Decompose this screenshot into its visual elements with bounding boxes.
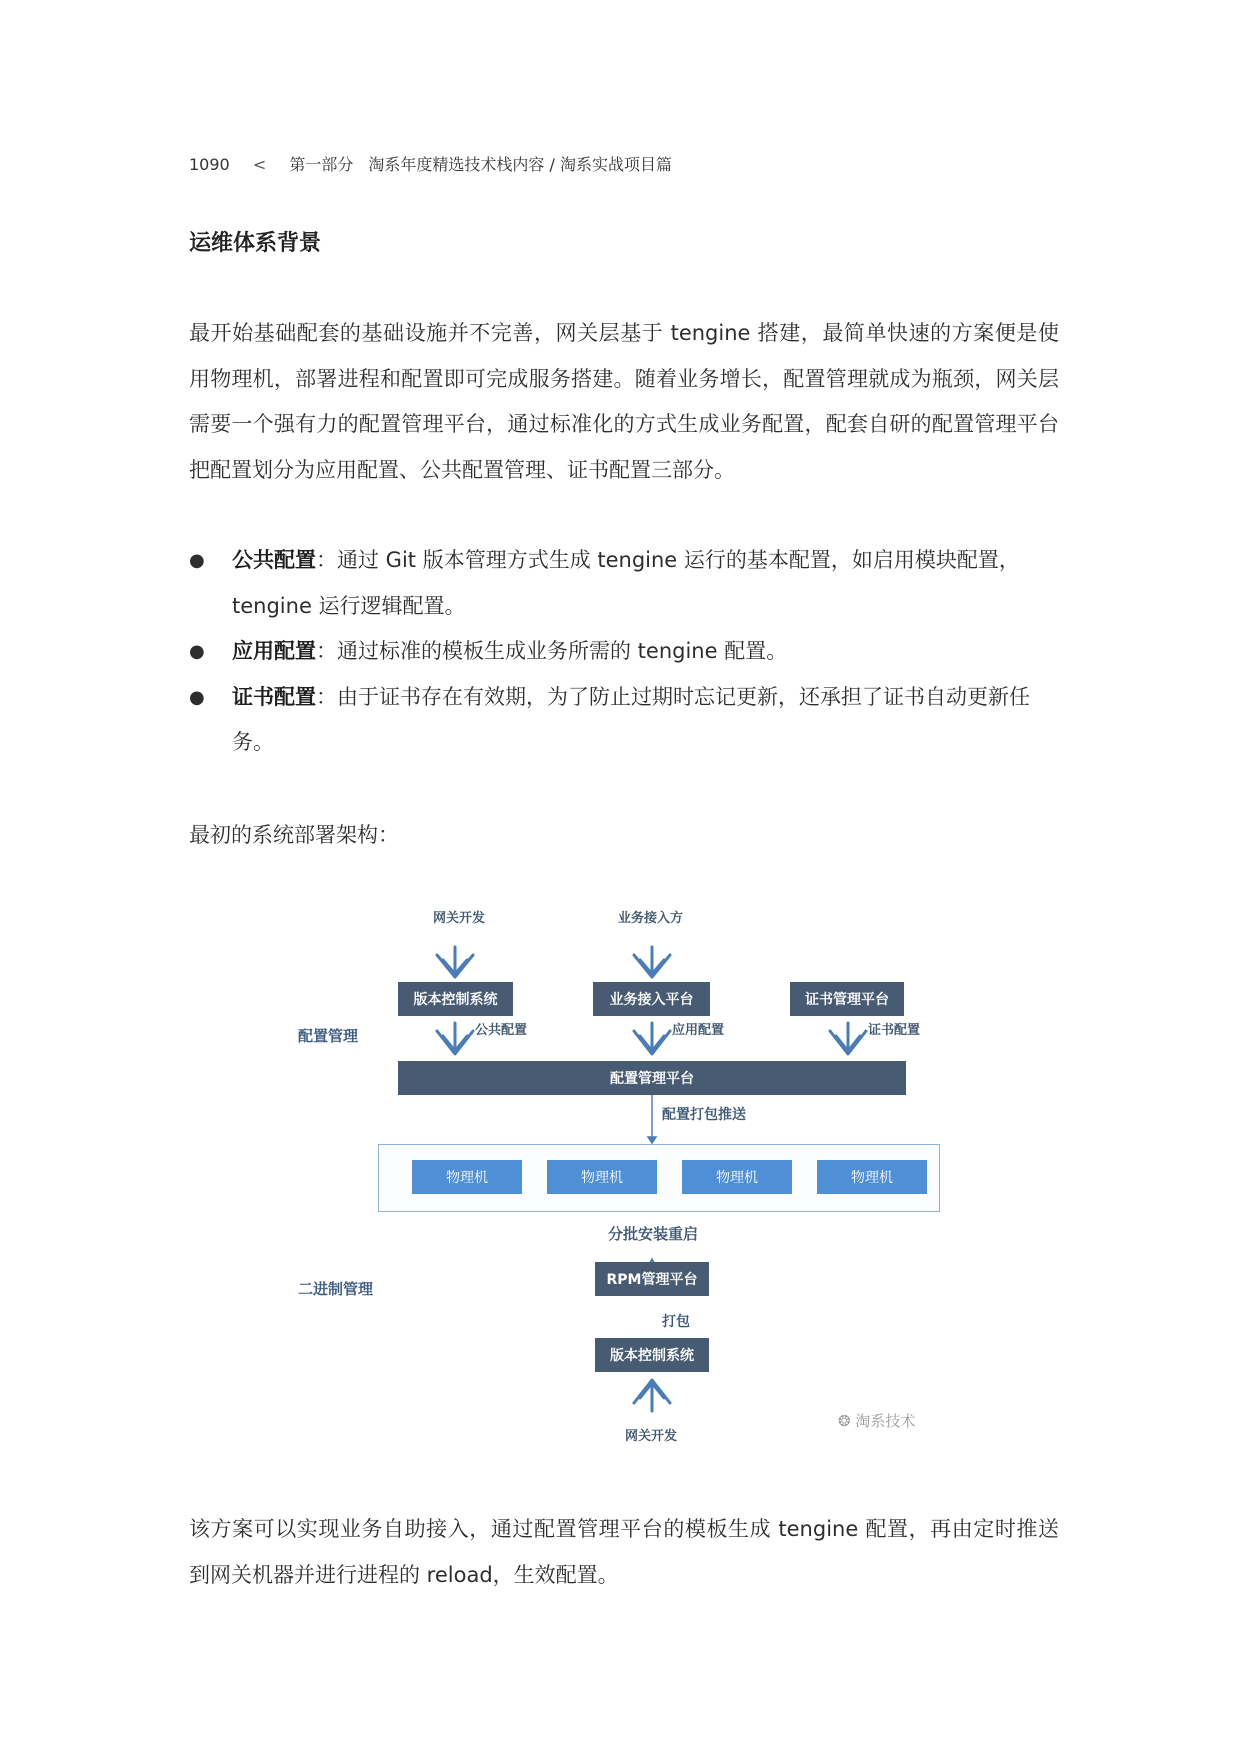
running-header: [189, 152, 672, 175]
bullet-icon: ●: [189, 686, 205, 708]
down-arrow-icon: [634, 947, 670, 977]
list-item: [189, 675, 1059, 766]
list-item: [189, 538, 1059, 629]
config-type-label: 证书配置: [868, 1023, 921, 1038]
bullet-term: 应用配置: [232, 639, 316, 663]
section-title: 运维体系背景: [189, 231, 322, 256]
closing-paragraph: 该方案可以实现业务自助接入，通过配置管理平台的模板生成 tengine 配置，再由定时推送到网关机器并进行进程的 reload，生效配置。: [189, 1517, 1059, 1587]
watermark: ❂ 淘系技术: [838, 1412, 916, 1430]
down-arrow-icon: [830, 1023, 866, 1054]
part-label: 第一部分: [289, 155, 354, 174]
up-arrow-icon: [634, 1380, 670, 1411]
restart-label: 分批安装重启: [608, 1225, 699, 1243]
architecture-caption: 最初的系统部署架构：: [189, 823, 399, 847]
business-access-box: 业务接入平台: [593, 982, 710, 1016]
down-arrowhead-icon: [648, 1137, 656, 1143]
bottom-source-label: 网关开发: [625, 1429, 678, 1444]
bullet-icon: ●: [189, 550, 205, 571]
physical-machine-box: 物理机: [817, 1160, 927, 1194]
rpm-platform-box: RPM管理平台: [595, 1262, 709, 1296]
config-platform-box: 配置管理平台: [398, 1061, 906, 1095]
breadcrumb: 淘系年度精选技术栈内容 / 淘系实战项目篇: [368, 155, 672, 174]
bullet-text: ：通过 Git 版本管理方式生成 tengine 运行的基本配置，如启用模块配置，tengine 运行逻辑配置。: [232, 548, 1020, 618]
physical-machine-box: 物理机: [547, 1160, 657, 1194]
header-separator: <: [252, 155, 267, 174]
side-label-binary: 二进制管理: [298, 1280, 374, 1298]
config-type-label: 公共配置: [475, 1023, 528, 1038]
bullet-list: [189, 538, 1059, 766]
cert-management-box: 证书管理平台: [790, 982, 904, 1016]
bullet-text: ：通过标准的模板生成业务所需的 tengine 配置。: [316, 639, 788, 663]
page-number: 1090: [189, 155, 230, 174]
down-arrow-icon: [437, 947, 473, 977]
bottom-version-control-box: 版本控制系统: [595, 1338, 709, 1372]
bullet-icon: ●: [189, 641, 205, 662]
list-item: [189, 629, 1059, 675]
bullet-term: 公共配置: [232, 548, 316, 572]
architecture-diagram: [282, 895, 992, 1455]
source-label: 业务接入方: [618, 911, 684, 926]
down-arrow-icon: [634, 1023, 670, 1054]
physical-machine-box: 物理机: [682, 1160, 792, 1194]
physical-machine-box: 物理机: [412, 1160, 522, 1194]
side-label-config: 配置管理: [298, 1027, 359, 1045]
package-label: 打包: [662, 1314, 690, 1330]
wechat-icon: ❂: [838, 1412, 856, 1430]
bullet-term: 证书配置: [232, 684, 316, 709]
bullet-text: ：由于证书存在有效期，为了防止过期时忘记更新，还承担了证书自动更新任务。: [232, 684, 1030, 754]
source-label: 网关开发: [433, 911, 486, 926]
push-label: 配置打包推送: [662, 1107, 746, 1123]
config-type-label: 应用配置: [672, 1023, 725, 1038]
intro-paragraph: 最开始基础配套的基础设施并不完善，网关层基于 tengine 搭建，最简单快速的方案便是使用物理机，部署进程和配置即可完成服务搭建。随着业务增长，配置管理就成为瓶颈，网关层需要一个强有力的配置管理平台，通过标准化的方式生成业务配置，配套自研的配置管理平台把配置划分为应用配置、公共配置管理、证书配置三部分。: [189, 321, 1059, 482]
version-control-box: 版本控制系统: [398, 982, 513, 1016]
down-arrow-icon: [437, 1023, 473, 1054]
